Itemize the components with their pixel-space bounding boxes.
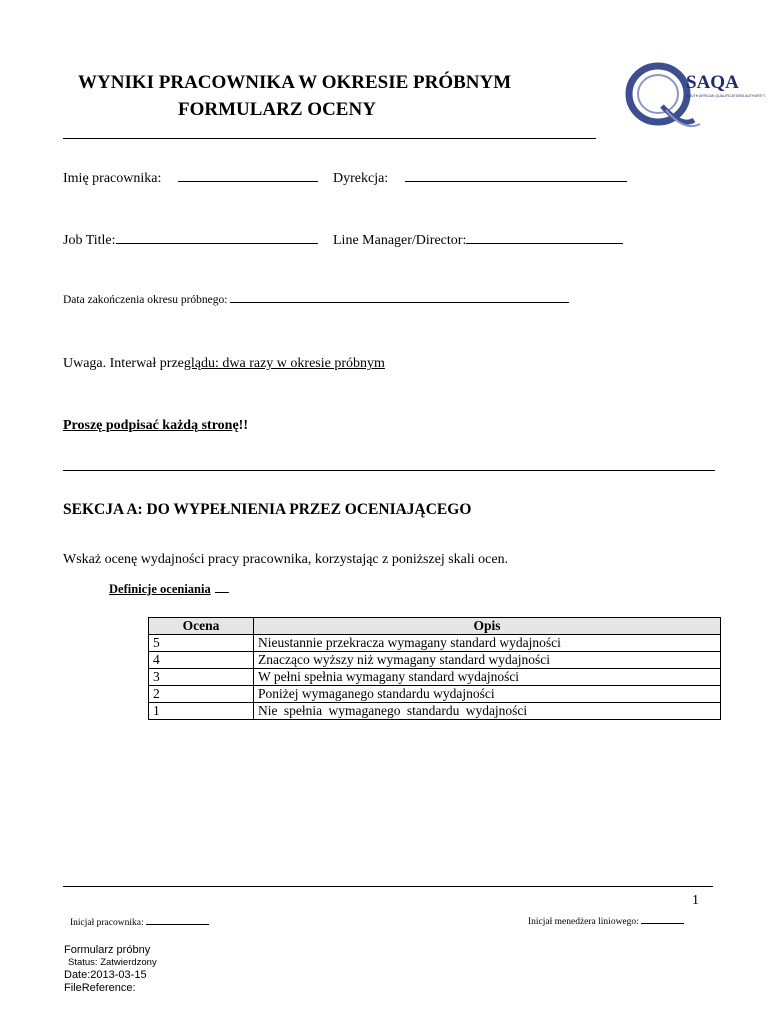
manager-initials-line[interactable] xyxy=(641,923,684,924)
saqa-logo xyxy=(622,58,766,134)
review-interval-underlined: glądu: dwa razy w okresie próbnym xyxy=(183,356,385,371)
probation-end-label: Data zakończenia okresu próbnego: xyxy=(63,294,228,306)
doc-status: Status: Zatwierdzony xyxy=(68,957,157,968)
table-row xyxy=(149,635,721,652)
employee-initials-label: Inicjał pracownika: xyxy=(70,918,144,928)
review-interval-prefix: Uwaga. Interwał prze xyxy=(63,356,184,371)
description-cell: Poniżej wymaganego standardu wydajności xyxy=(254,686,721,703)
form-title-line2: FORMULARZ OCENY xyxy=(178,99,376,120)
department-line[interactable] xyxy=(405,181,627,182)
description-cell: Znacząco wyższy niż wymagany standard wydajności xyxy=(254,652,721,669)
score-cell: 5 xyxy=(149,635,254,652)
employee-name-label: Imię pracownika: xyxy=(63,171,162,186)
score-cell: 3 xyxy=(149,669,254,686)
logo-subtext: SOUTH AFRICAN QUALIFICATIONS AUTHORITY xyxy=(686,94,766,98)
review-interval-note xyxy=(63,356,385,372)
column-header-description: Opis xyxy=(254,618,721,635)
table-header-row xyxy=(149,618,721,635)
doc-file-reference: FileReference: xyxy=(64,982,136,994)
line-manager-label: Line Manager/Director: xyxy=(333,233,467,248)
job-title-label: Job Title: xyxy=(63,233,116,248)
header-rule xyxy=(63,138,596,139)
line-manager-field[interactable] xyxy=(333,233,623,249)
probation-end-line[interactable] xyxy=(230,302,569,303)
employee-initials-field[interactable] xyxy=(70,918,209,928)
department-field[interactable] xyxy=(333,171,627,187)
section-a-heading: SEKCJA A: DO WYPEŁNIENIA PRZEZ OCENIAJĄCEGO xyxy=(63,501,472,518)
description-cell: Nieustannie przekracza wymagany standard wydajności xyxy=(254,635,721,652)
description-cell: Nie spełnia wymaganego standardu wydajności xyxy=(254,703,721,720)
employee-initials-line[interactable] xyxy=(146,924,209,925)
employee-name-field[interactable] xyxy=(63,171,318,187)
department-label: Dyrekcja: xyxy=(333,171,389,186)
job-title-field[interactable] xyxy=(63,233,318,249)
manager-initials-label: Inicjał menedżera liniowego: xyxy=(528,917,639,927)
definitions-label: Definicje oceniania xyxy=(109,582,211,596)
table-row xyxy=(149,703,721,720)
score-cell: 1 xyxy=(149,703,254,720)
form-title-line1: WYNIKI PRACOWNIKA W OKRESIE PRÓBNYM xyxy=(78,72,512,93)
description-cell: W pełni spełnia wymagany standard wydajności xyxy=(254,669,721,686)
logo-text: SAQA xyxy=(686,72,739,93)
sign-rest: ę!! xyxy=(232,418,248,433)
line-manager-line[interactable] xyxy=(466,243,623,244)
footer-rule xyxy=(63,886,713,887)
rating-scale-table xyxy=(148,617,721,720)
job-title-line[interactable] xyxy=(116,243,318,244)
page-number: 1 xyxy=(692,893,699,908)
table-row xyxy=(149,669,721,686)
section-a-instruction: Wskaż ocenę wydajności pracy pracownika, korzystając z poniższej skali ocen. xyxy=(63,552,509,567)
column-header-score: Ocena xyxy=(149,618,254,635)
score-cell: 2 xyxy=(149,686,254,703)
sign-every-page-note xyxy=(63,418,248,434)
probation-end-field[interactable] xyxy=(63,294,569,306)
employee-name-line[interactable] xyxy=(178,181,318,182)
definitions-underline xyxy=(215,592,229,593)
manager-initials-field[interactable] xyxy=(528,917,684,927)
sign-underlined: Proszę podpisać każdą stron xyxy=(63,418,233,433)
section-divider xyxy=(63,470,715,471)
doc-date: Date:2013-03-15 xyxy=(64,969,147,981)
definitions-label-wrap xyxy=(109,582,229,597)
score-cell: 4 xyxy=(149,652,254,669)
doc-name: Formularz próbny xyxy=(64,944,151,956)
table-row xyxy=(149,686,721,703)
table-row xyxy=(149,652,721,669)
